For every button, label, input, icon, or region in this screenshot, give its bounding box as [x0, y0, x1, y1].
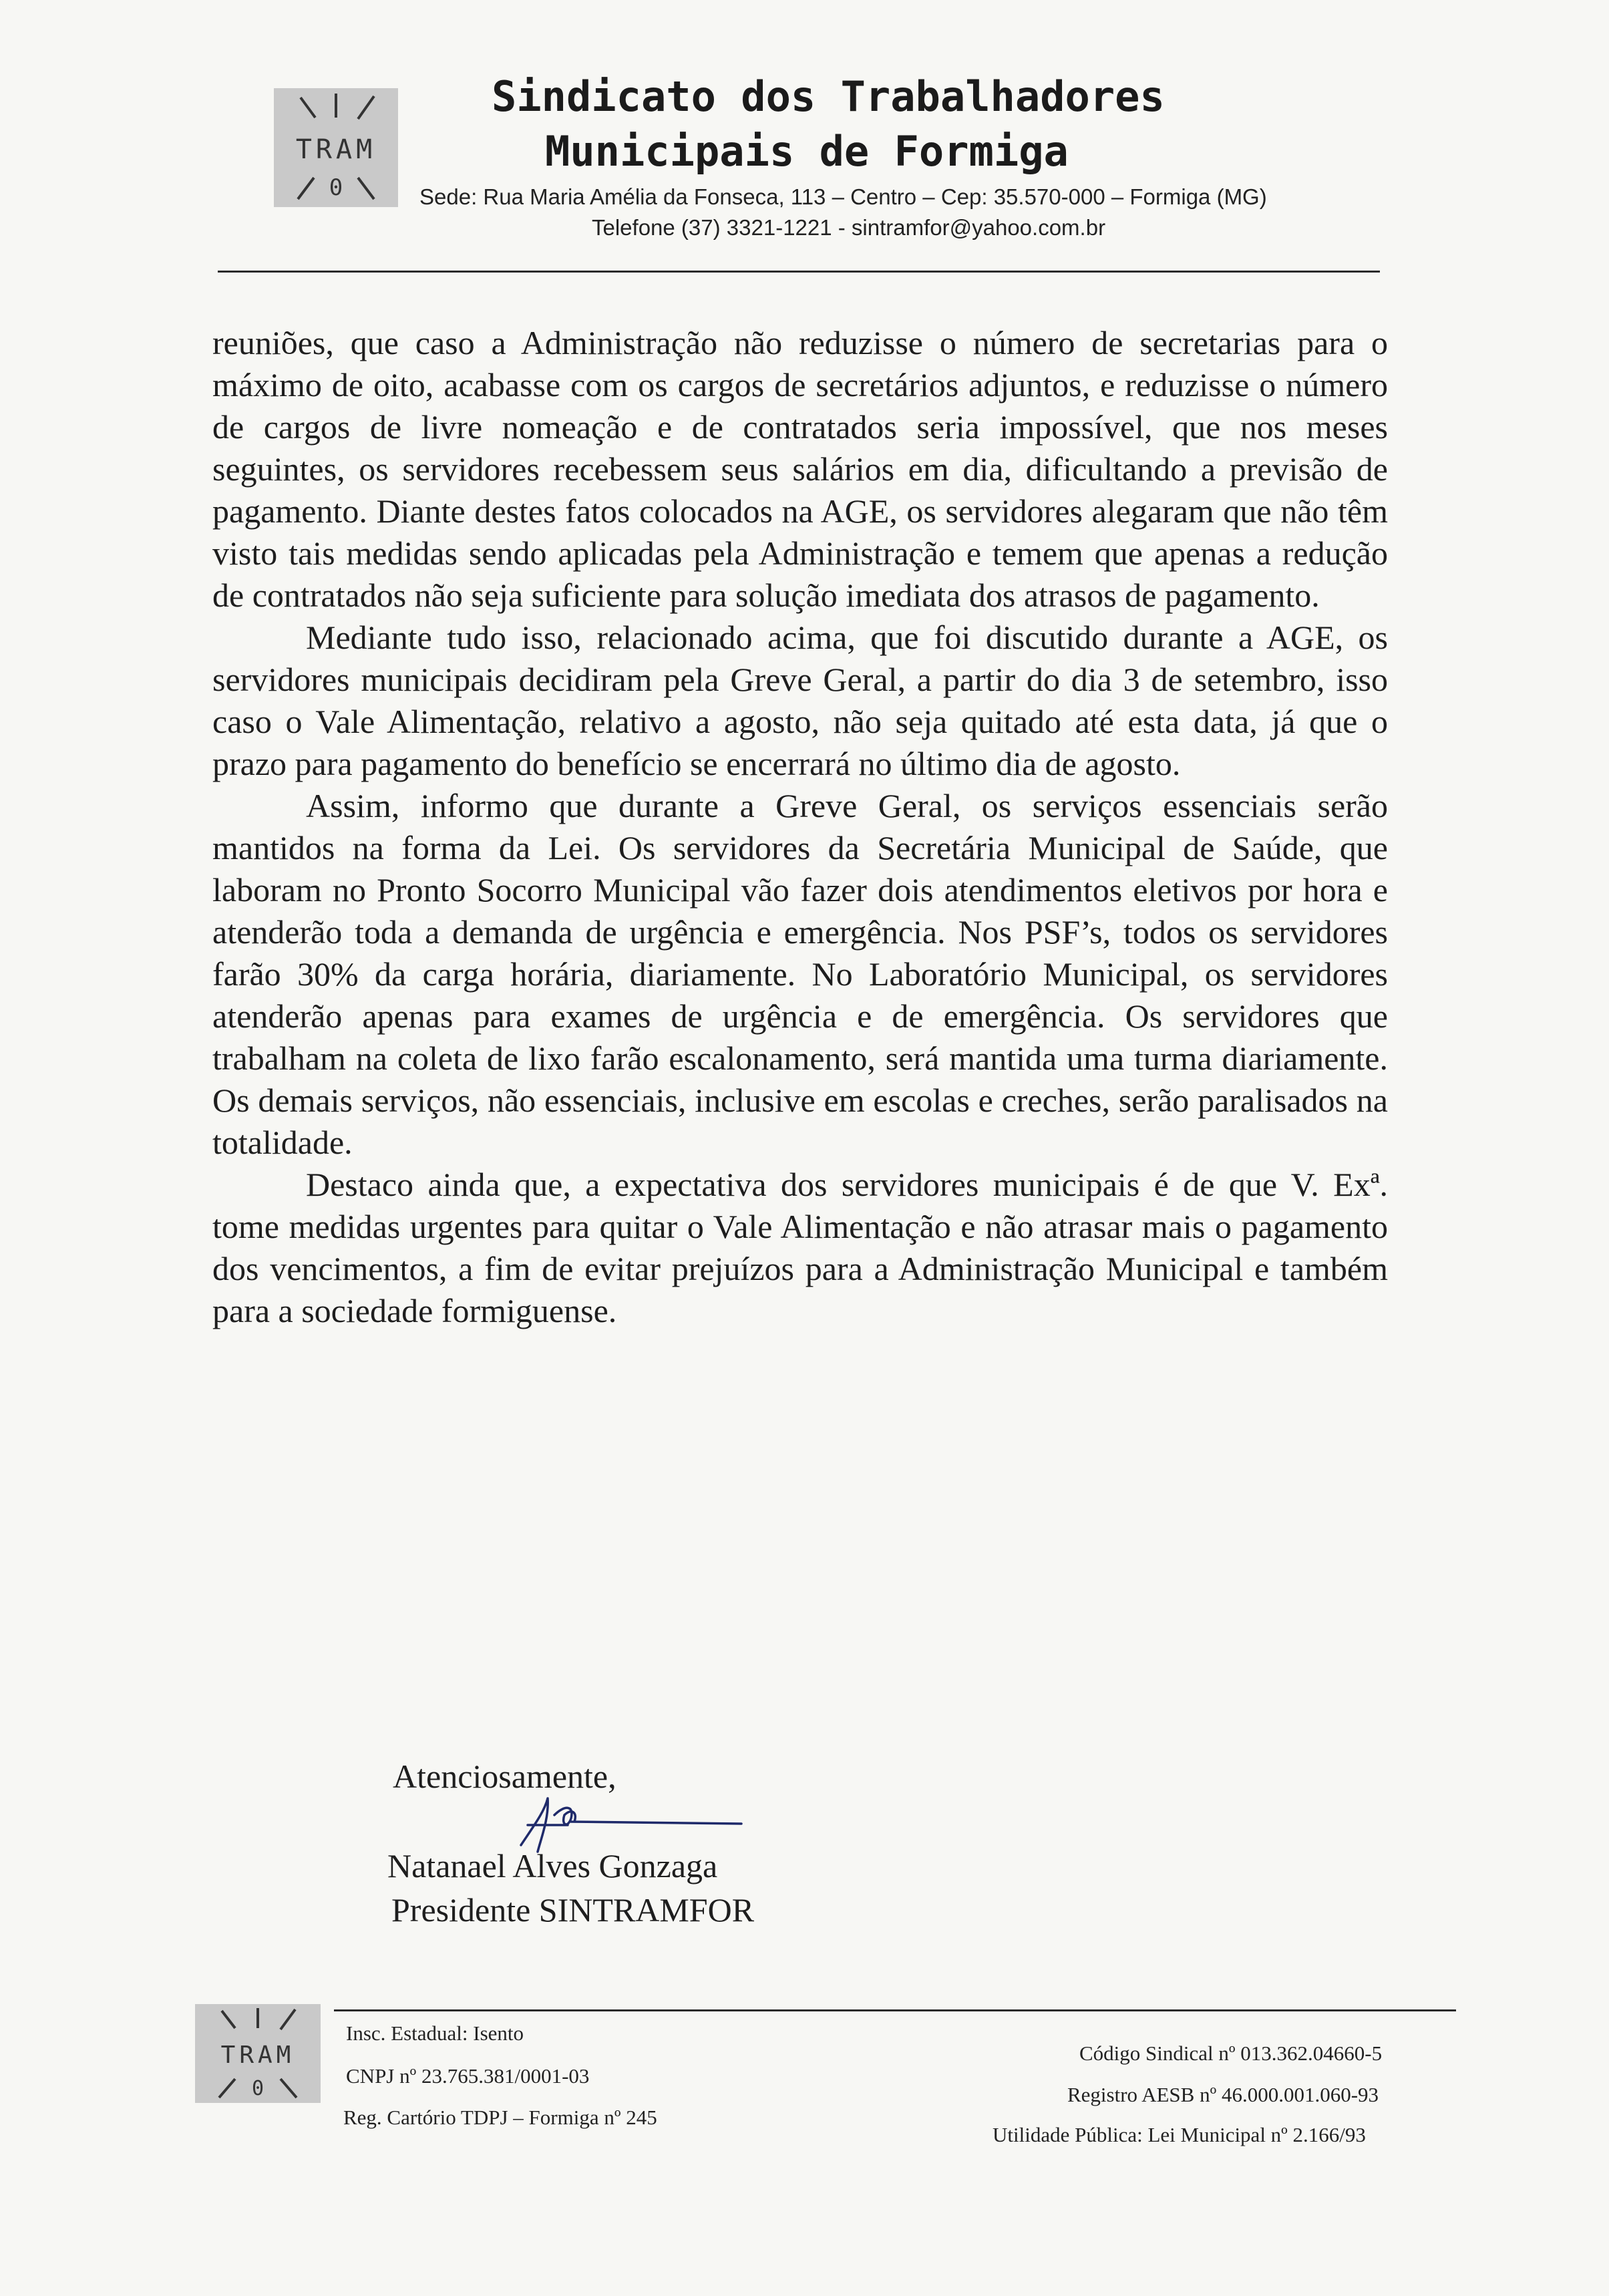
footer-registry: Reg. Cartório TDPJ – Formiga nº 245	[343, 2106, 657, 2129]
body-paragraph-2: Mediante tudo isso, relacionado acima, que foi discutido durante a AGE, os servidores municipais decidiram pela Greve Geral, a partir do dia 3 de setembro, isso caso o Vale Alimentação, relativo a agosto, não seja quitado até esta data, já que o prazo para pagamento do benefício se encerrará no último dia de agosto.	[212, 619, 1388, 782]
svg-text:0: 0	[251, 2077, 264, 2100]
svg-text:TRAM: TRAM	[220, 2041, 295, 2069]
union-logo	[274, 88, 398, 207]
org-contact: Telefone (37) 3321-1221 - sintramfor@yahoo.com.br	[592, 215, 1106, 240]
org-name-line1: Sindicato dos Trabalhadores	[492, 72, 1165, 121]
header-divider	[218, 271, 1380, 273]
footer-union-code: Código Sindical nº 013.362.04660-5	[1079, 2041, 1383, 2065]
footer-state-registration: Insc. Estadual: Isento	[346, 2021, 524, 2045]
org-name-line2: Municipais de Formiga	[545, 127, 1069, 176]
footer-aesb-registry: Registro AESB nº 46.000.001.060-93	[1067, 2083, 1379, 2106]
body-paragraph-4: Destaco ainda que, a expectativa dos servidores municipais é de que V. Exª. tome medidas urgentes para quitar o Vale Alimentação e não atrasar mais o pagamento dos vencimentos, a fim de evitar prejuízos para a Administração Municipal e também para a sociedade formiguense.	[212, 1166, 1388, 1329]
signer-title: Presidente SINTRAMFOR	[391, 1891, 755, 1929]
svg-text:0: 0	[329, 174, 343, 201]
letter-body	[212, 322, 1388, 1332]
union-logo-graphic	[274, 88, 398, 207]
footer-logo-graphic	[195, 2004, 321, 2103]
signer-name: Natanael Alves Gonzaga	[387, 1847, 718, 1884]
body-paragraph-3: Assim, informo que durante a Greve Geral, os serviços essenciais serão mantidos na forma da Lei. Os servidores da Secretária Municipal de Saúde, que laboram no Pronto Socorro Municipal vão fazer dois atendimentos eletivos por hora e atenderão toda a demanda de urgência e emergência. Nos PSF’s, todos os servidores farão 30% da carga horária, diariamente. No Laboratório Municipal, os servidores atenderão apenas para exames de urgência e de emergência. Os servidores que trabalham na coleta de lixo farão escalonamento, será mantida uma turma diariamente. Os demais serviços, não essenciais, inclusive em escolas e creches, serão paralisados na totalidade.	[212, 787, 1388, 1161]
footer-public-utility: Utilidade Pública: Lei Municipal nº 2.166/93	[993, 2123, 1366, 2146]
body-paragraph-1: reuniões, que caso a Administração não reduzisse o número de secretarias para o máximo de oito, acabasse com os cargos de secretários adjuntos, e reduzisse o número de cargos de livre nomeação e de contratados seria impossível, que nos meses seguintes, os servidores recebessem seus salários em dia, dificultando a previsão de pagamento. Diante destes fatos colocados na AGE, os servidores alegaram que não têm visto tais medidas sendo aplicadas pela Administração e temem que apenas a redução de contratados não seja suficiente para solução imediata dos atrasos de pagamento.	[212, 324, 1388, 614]
closing-text: Atenciosamente,	[393, 1758, 616, 1795]
footer-divider	[334, 2009, 1456, 2011]
footer-cnpj: CNPJ nº 23.765.381/0001-03	[346, 2064, 590, 2088]
svg-text:TRAM: TRAM	[295, 134, 377, 165]
footer-logo	[195, 2004, 321, 2103]
org-address: Sede: Rua Maria Amélia da Fonseca, 113 – Centro – Cep: 35.570-000 – Formiga (MG)	[419, 184, 1267, 209]
